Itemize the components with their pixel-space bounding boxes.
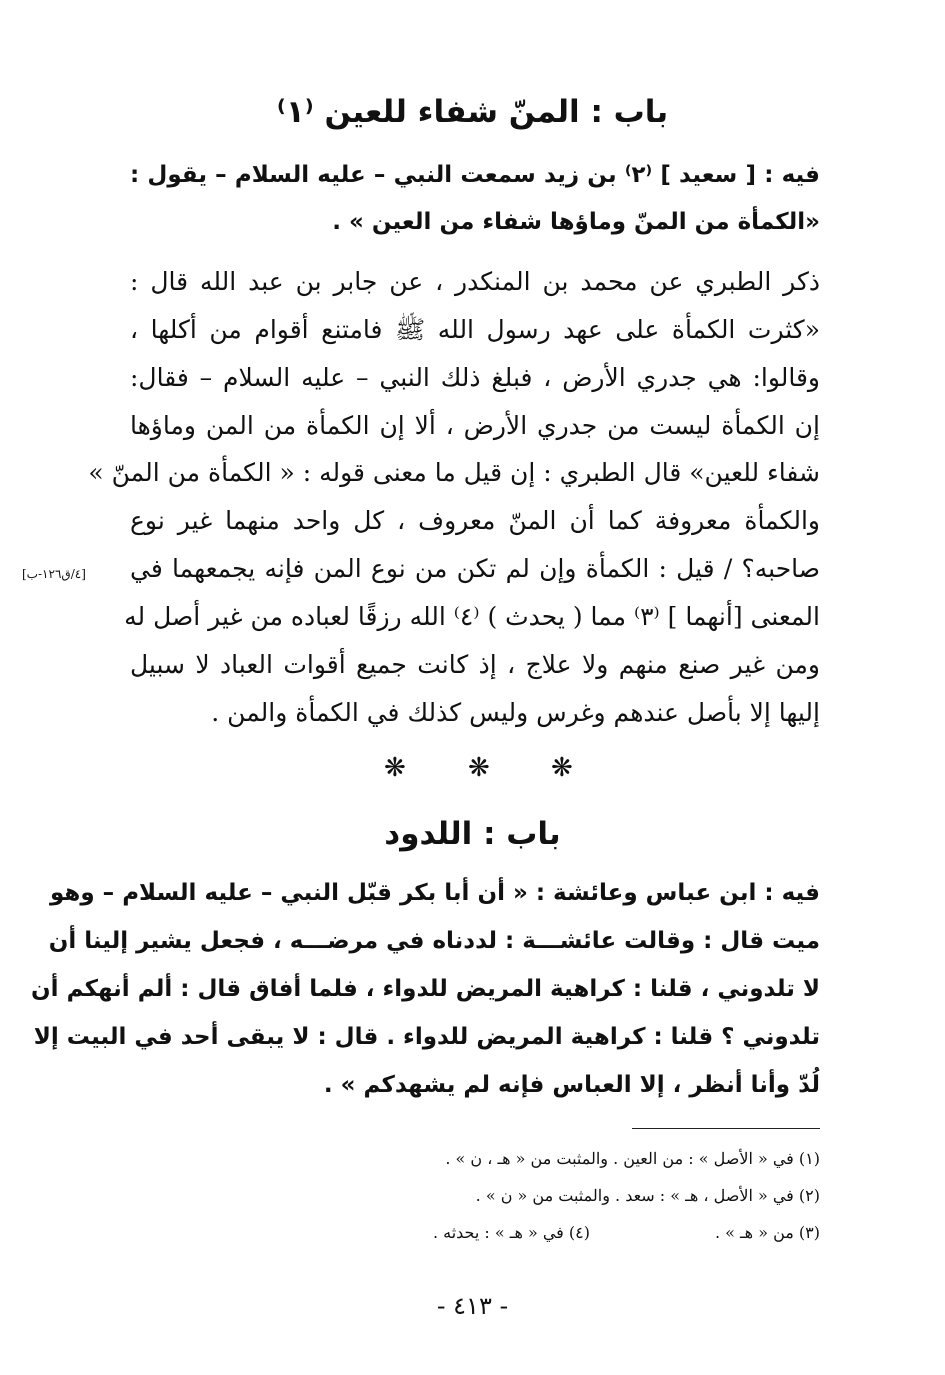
chapter-heading-truffle: باب : المنّ شفاء للعين ⁽١⁾	[276, 94, 669, 130]
footnote-divider	[632, 1128, 820, 1129]
hadith-line: «الكمأة من المنّ وماؤها شفاء من العين » .	[332, 209, 820, 235]
commentary-line: والكمأة معروفة كما أن المنّ معروف ، كل واحد منهما غير نوع	[130, 506, 820, 535]
hadith-line: ميت قال : وقالت عائشـــة : لددناه في مرضـــه ، فجعل يشير إلينا أن	[48, 928, 820, 954]
commentary-line: شفاء للعين» قال الطبري : إن قيل ما معنى قوله : « الكمأة من المنّ »	[88, 458, 820, 487]
footnote: (٤) في « هـ » : يحدثه .	[432, 1223, 590, 1242]
commentary-line: صاحبه؟ / قيل : الكمأة وإن لم تكن من نوع المن فإنه يجمعهما في	[130, 554, 820, 583]
asterism-icon: ❋	[468, 753, 490, 783]
footnote: (٢) في « الأصل ، هـ » : سعد . والمثبت من « ن » .	[475, 1186, 820, 1205]
hadith-line: تلدوني ؟ قلنا : كراهية المريض للدواء . قال : لا يبقى أحد في البيت إلا	[33, 1024, 820, 1050]
commentary-line: «كثرت الكمأة على عهد رسول الله ﷺ فامتنع أقوام من أكلها ،	[130, 315, 820, 344]
commentary-line: وقالوا: هي جدري الأرض ، فبلغ ذلك النبي – عليه السلام – فقال:	[130, 363, 820, 392]
chapter-heading-ladud: باب : اللدود	[384, 816, 561, 852]
footnote: (١) في « الأصل » : من العين . والمثبت من « هـ ، ن » .	[445, 1149, 820, 1168]
commentary-line: إليها إلا بأصل عندهم وغرس وليس كذلك في الكمأة والمن .	[211, 698, 820, 727]
hadith-line: فيه : ابن عباس وعائشة : « أن أبا بكر قبّل النبي – عليه السلام – وهو	[50, 880, 820, 906]
manuscript-folio-reference: [٤/ق١٢٦-ب]	[22, 567, 86, 581]
asterism-icon: ❋	[384, 753, 406, 783]
page-number: - ٤١٣ -	[436, 1292, 509, 1320]
footnote: (٣) من « هـ » .	[714, 1223, 820, 1242]
hadith-line: لُدّ وأنا أنظر ، إلا العباس فإنه لم يشهدكم » .	[323, 1072, 820, 1098]
commentary-line: ومن غير صنع منهم ولا علاج ، إذ كانت جميع أقوات العباد لا سبيل	[130, 650, 820, 679]
asterism-icon: ❋	[551, 753, 573, 783]
commentary-line: ذكر الطبري عن محمد بن المنكدر ، عن جابر بن عبد الله قال :	[130, 267, 820, 296]
hadith-line: فيه : [ سعيد ] ⁽٢⁾ بن زيد سمعت النبي – عليه السلام – يقول :	[130, 162, 820, 188]
commentary-line: إن الكمأة ليست من جدري الأرض ، ألا إن الكمأة من المن وماؤها	[130, 411, 820, 440]
hadith-line: لا تلدوني ، قلنا : كراهية المريض للدواء ، فلما أفاق قال : ألم أنهكم أن	[31, 976, 820, 1002]
commentary-line: المعنى [أنهما ] ⁽٣⁾ مما ( يحدث ) ⁽٤⁾ الله رزقًا لعباده من غير أصل له	[124, 602, 820, 631]
